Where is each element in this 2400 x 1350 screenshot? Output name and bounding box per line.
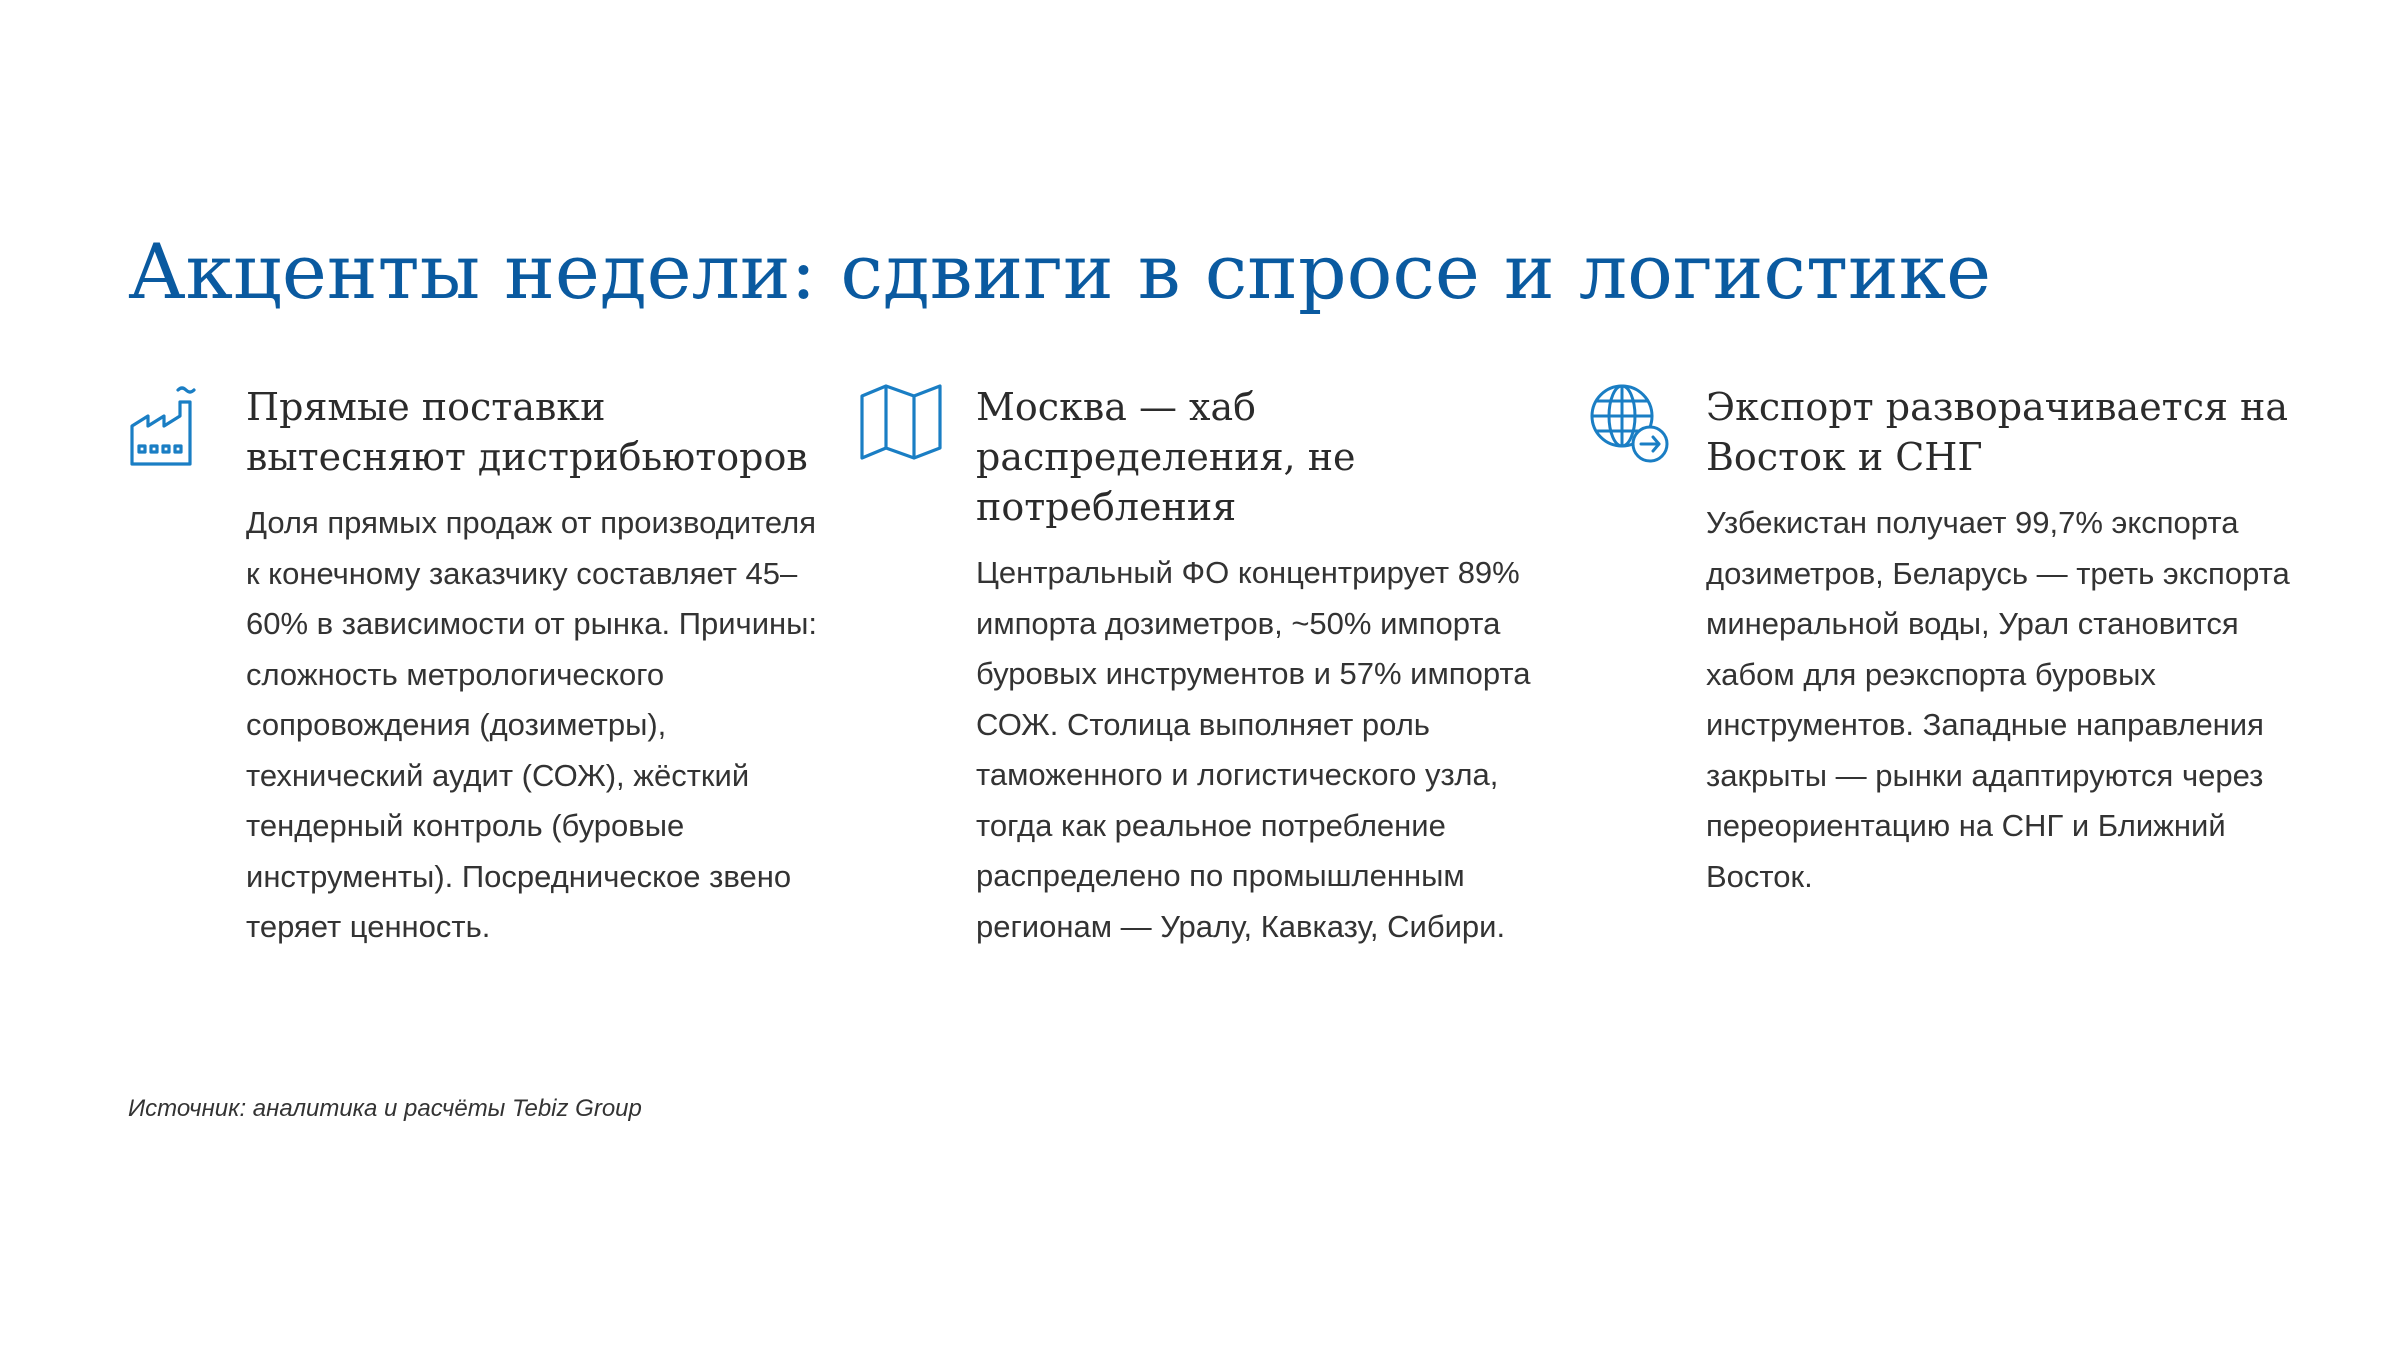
highlight-column-export bbox=[1588, 382, 2308, 902]
highlight-column-moscow-hub bbox=[858, 382, 1578, 952]
page-title: Акценты недели: сдвиги в спросе и логистике bbox=[128, 227, 1992, 316]
column-body: Узбекистан получает 99,7% экспорта дозиметров, Беларусь — треть экспорта минеральной воды, Урал становится хабом для реэкспорта буровых инструментов. Западные направления закрыты — рынки адаптируются через переориентацию на СНГ и Ближний Восток. bbox=[1706, 505, 2290, 894]
column-heading: Экспорт разворачивается на Восток и СНГ bbox=[1706, 385, 2289, 479]
column-body: Доля прямых продаж от производителя к конечному заказчику составляет 45–60% в зависимости от рынка. Причины: сложность метрологического сопровождения (дозиметры), технический аудит (СОЖ), жёсткий тендерный контроль (буровые инструменты). Посредническое звено теряет ценность. bbox=[246, 505, 818, 944]
column-heading: Москва — хаб распределения, не потребления bbox=[976, 385, 1356, 529]
source-note: Источник: аналитика и расчёты Tebiz Group bbox=[128, 1095, 642, 1122]
globe-arrow-icon bbox=[1588, 382, 1668, 472]
map-icon bbox=[858, 382, 938, 472]
factory-icon bbox=[128, 382, 208, 472]
column-body: Центральный ФО концентрирует 89% импорта дозиметров, ~50% импорта буровых инструментов и 57% импорта СОЖ. Столица выполняет роль таможенного и логистического узла, тогда как реальное потребление распределено по промышленным регионам — Уралу, Кавказу, Сибири. bbox=[976, 555, 1531, 944]
highlight-column-direct-supplies bbox=[128, 382, 848, 953]
column-heading: Прямые поставки вытесняют дистрибьюторов bbox=[246, 385, 808, 479]
